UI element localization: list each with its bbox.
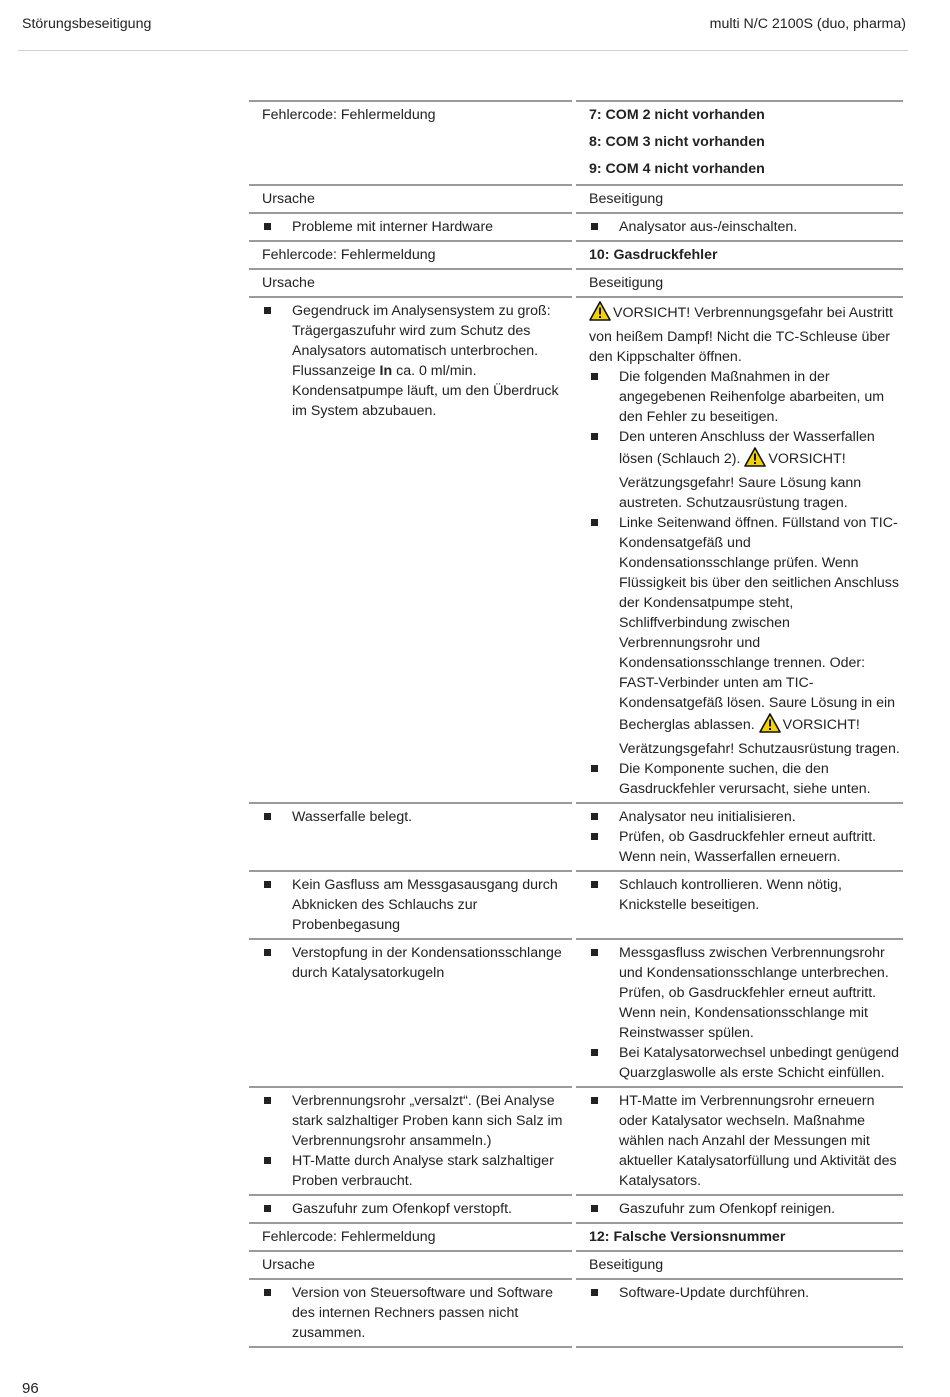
warning-note: VORSICHT! Verbrennungsgefahr bei Austritt von heißem Dampf! Nicht die TC-Schleuse über den Kippschalter öffnen. <box>589 301 903 367</box>
warning-triangle-icon <box>759 713 781 739</box>
error-code-10: 10: Gasdruckfehler <box>576 240 903 268</box>
remedy-item: Die Komponente suchen, die den Gasdruckfehler verursacht, siehe unten. <box>589 759 903 799</box>
error-code-8: 8: COM 3 nicht vorhanden <box>589 134 765 150</box>
cause-item: Probleme mit interner Hardware <box>262 217 572 237</box>
remedy-item: Messgasfluss zwischen Verbrennungsrohr und Kondensationsschlange unterbrechen. Prüfen, ob Gasdruckfehler erneut auftritt. Wenn nein, Kondensationsschlange mit Reinstwasser spülen. <box>589 943 903 1043</box>
error-code-label: Fehlercode: Fehlermeldung <box>249 100 572 184</box>
cause-item: Wasserfalle belegt. <box>262 807 572 827</box>
table-row <box>249 1222 903 1250</box>
table-row <box>249 296 903 802</box>
page-number: 96 <box>22 1380 39 1397</box>
remedy-item: Prüfen, ob Gasdruckfehler erneut auftritt. Wenn nein, Wasserfallen erneuern. <box>589 827 903 867</box>
remedy-item: Software-Update durchführen. <box>589 1283 903 1303</box>
remedy-item: Schlauch kontrollieren. Wenn nötig, Knickstelle beseitigen. <box>589 875 903 915</box>
remedy-item: Die folgenden Maßnahmen in der angegebenen Reihenfolge abarbeiten, um den Fehler zu beseitigen. <box>589 367 903 427</box>
error-code-7: 7: COM 2 nicht vorhanden <box>589 107 765 123</box>
cause-item: HT-Matte durch Analyse stark salzhaltiger Proben verbraucht. <box>262 1151 572 1191</box>
table-row <box>249 1250 903 1278</box>
warning-triangle-icon <box>589 301 611 327</box>
table-row <box>249 240 903 268</box>
table-row <box>249 870 903 938</box>
cause-label: Ursache <box>249 184 572 212</box>
cause-label: Ursache <box>249 1250 572 1278</box>
remedy-item: Gaszufuhr zum Ofenkopf reinigen. <box>589 1199 903 1219</box>
error-code-label: Fehlercode: Fehlermeldung <box>249 1222 572 1250</box>
remedy-label: Beseitigung <box>576 268 903 296</box>
cause-item: Verstopfung in der Kondensationsschlange durch Katalysatorkugeln <box>262 943 572 983</box>
error-codes <box>576 100 903 184</box>
remedy-label: Beseitigung <box>576 184 903 212</box>
remedy-item: Bei Katalysatorwechsel unbedingt genügend Quarzglaswolle als erste Schicht einfüllen. <box>589 1043 903 1083</box>
remedy-item: Analysator neu initialisieren. <box>589 807 903 827</box>
remedy-item: Analysator aus-/einschalten. <box>589 217 903 237</box>
warning-triangle-icon <box>744 447 766 473</box>
error-code-label: Fehlercode: Fehlermeldung <box>249 240 572 268</box>
troubleshooting-table <box>249 100 903 1348</box>
cause-item: Gaszufuhr zum Ofenkopf verstopft. <box>262 1199 572 1219</box>
header-product-name: multi N/C 2100S (duo, pharma) <box>709 16 906 32</box>
header-divider <box>18 50 908 51</box>
table-row <box>249 184 903 212</box>
table-row <box>249 1194 903 1222</box>
table-row <box>249 212 903 240</box>
remedy-label: Beseitigung <box>576 1250 903 1278</box>
remedy-item: HT-Matte im Verbrennungsrohr erneuern oder Katalysator wechseln. Maßnahme wählen nach Anzahl der Messungen mit aktueller Katalysatorfüllung und Aktivität des Katalysators. <box>589 1091 903 1191</box>
page-header <box>22 16 906 36</box>
cause-item: Kein Gasfluss am Messgasausgang durch Abknicken des Schlauchs zur Probenbegasung <box>262 875 572 935</box>
cause-item: Version von Steuersoftware und Software des internen Rechners passen nicht zusammen. <box>262 1283 572 1343</box>
cause-item: Verbrennungsrohr „versalzt“. (Bei Analyse stark salzhaltiger Proben kann sich Salz im Verbrennungsrohr ansammeln.) <box>262 1091 572 1151</box>
table-row <box>249 100 903 184</box>
table-row <box>249 938 903 1086</box>
cause-item: Gegendruck im Analysensystem zu groß: Trägergaszufuhr wird zum Schutz des Analysators automatisch unterbrochen. Flussanzeige In ca. 0 ml/min. Kondensatpumpe läuft, um den Überdruck im System abzubauen. <box>262 301 572 421</box>
header-section-title: Störungsbeseitigung <box>22 16 152 32</box>
table-row <box>249 1086 903 1194</box>
error-code-9: 9: COM 4 nicht vorhanden <box>589 161 765 177</box>
remedy-item: Den unteren Anschluss der Wasserfallen lösen (Schlauch 2). VORSICHT! Verätzungsgefahr! Saure Lösung kann austreten. Schutzausrüstung tragen. <box>589 427 903 513</box>
table-bottom-rule <box>249 1346 903 1348</box>
table-row <box>249 268 903 296</box>
error-code-12: 12: Falsche Versionsnummer <box>576 1222 903 1250</box>
table-row <box>249 1278 903 1346</box>
table-row <box>249 802 903 870</box>
cause-label: Ursache <box>249 268 572 296</box>
remedy-item: Linke Seitenwand öffnen. Füllstand von TIC-Kondensatgefäß und Kondensationsschlange prüfen. Wenn Flüssigkeit bis über den seitlichen Anschluss der Kondensatpumpe steht, Schliffverbindung zwischen Verbrennungsrohr und Kondensationsschlange trennen. Oder: FAST-Verbinder unten am TIC-Kondensatgefäß lösen. Saure Lösung in ein Becherglas ablassen. VORSICHT! Verätzungsgefahr! Schutzausrüstung tragen. <box>589 513 903 759</box>
